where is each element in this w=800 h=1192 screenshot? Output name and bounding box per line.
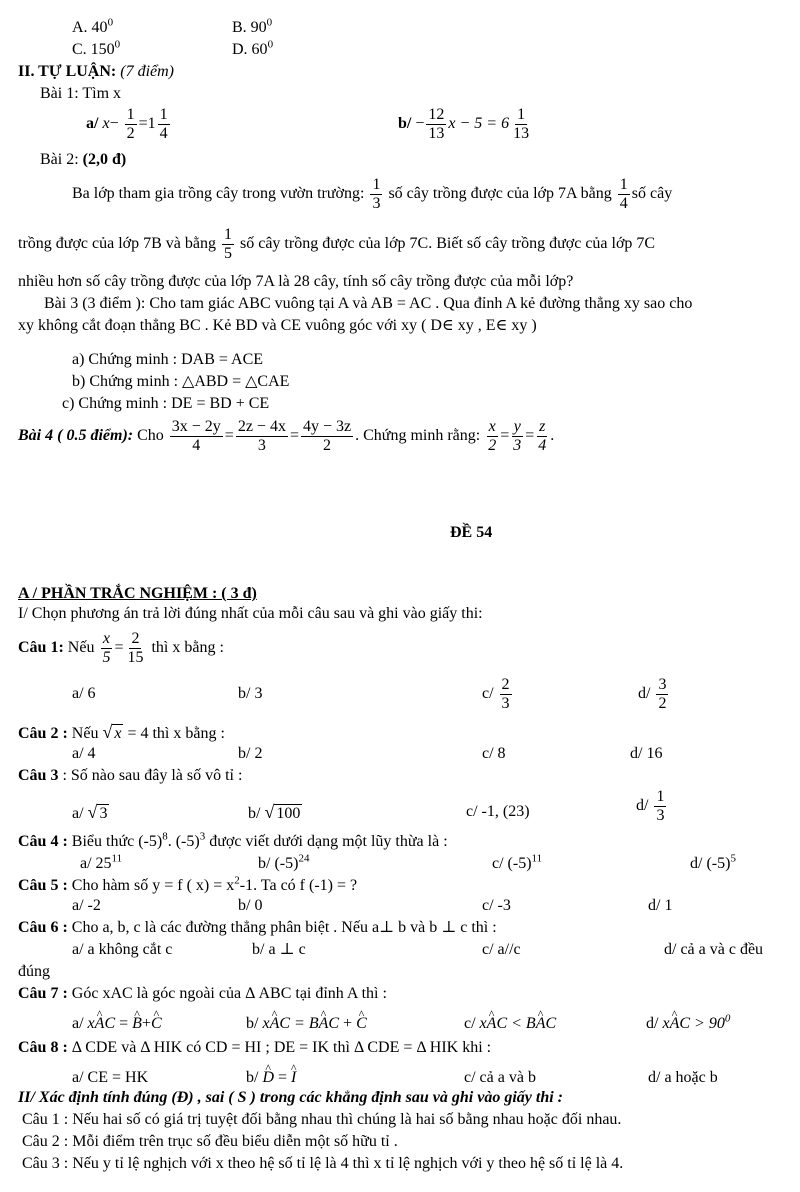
- fraction: $\frac{1}{4}$: [619, 175, 628, 212]
- cau5: Câu 5 : Cho hàm số y = f ( $x) = x^2-1$. Ta có f (-1) = ?: [18, 874, 358, 894]
- statement-3: Câu 3 : Nếu y tỉ lệ nghịch với x theo hệ số tỉ lệ là 4 thì x tỉ lệ nghịch với y theo hệ số tỉ lệ là 4.: [22, 1155, 624, 1172]
- cau2: Câu 2 : Nếu √ x = 4 thì x bằng :: [18, 722, 225, 742]
- cau6-a: a/ a không cắt c: [72, 941, 173, 958]
- cau4-d: d/ $(-5)^5$: [690, 852, 736, 872]
- cau7-a: a/ x^ AC = ^ B+^ C: [72, 1014, 162, 1034]
- fraction: $\frac{3x - 2y}{4}$: [171, 417, 221, 454]
- fraction: $\frac{x}{5}$: [102, 629, 111, 666]
- cau3-c: c/ -1, (23): [466, 803, 530, 820]
- fraction: $\frac{12}{13}$: [428, 105, 445, 142]
- bai1-a: a/ x− $\frac{1}{2}$ =1 $\frac{1}{4}$: [86, 105, 168, 142]
- bai2-line3: nhiều hơn số cây trồng được của lớp 7A là 28 cây, tính số cây trồng được của mỗi lớp?: [18, 273, 574, 290]
- partA-instr: I/ Chọn phương án trả lời đúng nhất của mỗi câu sau và ghi vào giấy thi:: [18, 605, 483, 622]
- cau3-a: a/ √ 3: [72, 802, 108, 822]
- cau8-a: a/ CE = HK: [72, 1069, 149, 1086]
- fraction: $\frac{x}{2}$: [488, 417, 497, 454]
- cau5-b: b/ 0: [238, 897, 263, 914]
- cau3-b: b/ √ 100: [248, 802, 301, 822]
- partII-title: II/ Xác định tính đúng (Đ) , sai ( S ) trong các khẳng định sau và ghi vào giấy thi :: [18, 1089, 563, 1106]
- de-title: ĐỀ 54: [450, 524, 493, 541]
- cau7: Câu 7 : Góc xAC là góc ngoài của Δ ABC tại đỉnh A thì :: [18, 985, 387, 1002]
- cau6: Câu 6 : Cho a, b, c là các đường thẳng phân biệt . Nếu a⊥ b và b ⊥ c thì :: [18, 919, 497, 936]
- cau8-c: c/ cả a và b: [464, 1069, 536, 1086]
- option-d: D. $60^0$: [232, 38, 274, 58]
- statement-1: Câu 1 : Nếu hai số có giá trị tuyệt đối bằng nhau thì chúng là hai số bằng nhau hoặc đối nhau.: [22, 1111, 622, 1128]
- cau2-a: a/ 4: [72, 745, 96, 762]
- cau1-c: c/ $\frac{2}{3}$: [482, 675, 510, 712]
- cau8-d: d/ a hoặc b: [648, 1069, 718, 1086]
- bai3-line1: Bài 3 (3 điểm ): Cho tam giác ABC vuông tại A và AB = AC . Qua đỉnh A kẻ đường thẳng xy sao cho: [44, 295, 693, 312]
- cau1-a: a/ 6: [72, 685, 96, 702]
- fraction: $\frac{1}{5}$: [224, 225, 232, 262]
- cau6-b: b/ a ⊥ c: [252, 941, 306, 958]
- cau6-c: c/ a//c: [482, 941, 521, 958]
- bai1-b: b/ − $\frac{12}{13}$ x − 5 = 6 $\frac{1}{13}$: [398, 105, 530, 142]
- bai3-b: b) Chứng minh : △ABD = △CAE: [72, 373, 290, 390]
- cau1-b: b/ 3: [238, 685, 263, 702]
- option-c: C. $150^0$: [72, 38, 121, 58]
- bai4: Bài 4 ( 0.5 điểm): Cho $\frac{3x - 2y}{4}$ = $\frac{2z - 4x}{3}$ = $\frac{4y - 3z}{2}$ . Chứng minh rằng: $\frac{x}{2}$ = $\frac{y}{3}$ = $\frac{z}{4}$ .: [18, 417, 555, 454]
- cau2-c: c/ 8: [482, 745, 506, 762]
- option-b: B. $90^0$: [232, 16, 273, 36]
- bai3-a: a) Chứng minh : DAB = ACE: [72, 351, 264, 368]
- fraction: $\frac{1}{3}$: [656, 787, 665, 824]
- cau4-a: a/ $25^{11}$: [80, 852, 123, 872]
- cau3-d: d/ $\frac{1}{3}$: [636, 787, 665, 824]
- option-a: A. $40^0$: [72, 16, 114, 36]
- cau5-a: a/ -2: [72, 897, 101, 914]
- statement-2: Câu 2 : Mỗi điểm trên trục số đều biểu diễn một số hữu tỉ .: [22, 1133, 398, 1150]
- part2-title: II. TỰ LUẬN: (7 điểm): [18, 63, 174, 80]
- fraction: $\frac{4y - 3z}{2}$: [302, 417, 352, 454]
- cau7-b: b/ x^ AC = B^ AC + ^ C: [246, 1014, 367, 1034]
- fraction: $\frac{1}{3}$: [372, 175, 381, 212]
- cau3: Câu 3 : Số nào sau đây là số vô tỉ :: [18, 767, 243, 784]
- fraction: $\frac{2}{15}$: [127, 629, 144, 666]
- fraction: $\frac{2z - 4x}{3}$: [237, 417, 286, 454]
- fraction: $\frac{1}{4}$: [159, 105, 168, 142]
- cau5-c: c/ -3: [482, 897, 511, 914]
- cau5-d: d/ 1: [648, 897, 673, 914]
- cau6-d: d/ cả a và c đều: [664, 941, 764, 958]
- fraction: $\frac{1}{2}$: [126, 105, 135, 142]
- cau8: Câu 8 : Δ CDE và Δ HIK có CD = HI ; DE = IK thì Δ CDE = Δ HIK khi :: [18, 1039, 492, 1056]
- cau1-d: d/ $\frac{3}{2}$: [638, 675, 667, 712]
- cau2-d: d/ 16: [630, 745, 663, 762]
- cau6-d-cont: đúng: [18, 963, 50, 980]
- bai3-c: c) Chứng minh : DE = BD + CE: [62, 395, 270, 412]
- cau4-b: b/ $(-5)^{24}$: [258, 852, 310, 872]
- cau4-c: c/ $(-5)^{11}$: [492, 852, 543, 872]
- bai1-label: Bài 1: Tìm x: [40, 85, 122, 102]
- bai2-line2: trồng được của lớp 7B và bằng $\frac{1}{5}$ số cây trồng được của lớp 7C. Biết số cây trồng được của lớp 7C: [18, 225, 656, 262]
- bai3-line2: xy không cắt đoạn thẳng BC . Kẻ BD và CE vuông góc với xy ( D∈ xy , E∈ xy ): [18, 317, 537, 334]
- cau7-d: d/ x^ AC > $90^0$: [646, 1014, 730, 1034]
- bai2-line1: Ba lớp tham gia trồng cây trong vườn trường: $\frac{1}{3}$ số cây trồng được của lớp 7A bằng $\frac{1}{4}$ số cây: [72, 175, 673, 212]
- fraction: $\frac{3}{2}$: [658, 675, 667, 712]
- cau2-b: b/ 2: [238, 745, 263, 762]
- fraction: $\frac{z}{4}$: [538, 417, 547, 454]
- cau7-c: c/ x^ AC < B^ AC: [464, 1014, 556, 1034]
- partA-title: A / PHẦN TRẮC NGHIỆM : ( 3 đ): [18, 585, 257, 602]
- cau4: Câu 4 : Biểu thức $(-5)^8$. $(-5)^3$ được viết dưới dạng một lũy thừa là :: [18, 830, 448, 850]
- sqrt: √ x: [102, 722, 122, 742]
- bai2-label: Bài 2: (2,0 đ): [40, 151, 127, 168]
- cau1: Câu 1: Nếu $\frac{x}{5}$ = $\frac{2}{15}$ thì x bằng :: [18, 629, 224, 666]
- fraction: $\frac{1}{13}$: [513, 105, 530, 142]
- fraction: $\frac{2}{3}$: [501, 675, 510, 712]
- fraction: $\frac{y}{3}$: [513, 417, 522, 454]
- cau8-b: b/ ^ D = ^ I: [246, 1068, 296, 1088]
